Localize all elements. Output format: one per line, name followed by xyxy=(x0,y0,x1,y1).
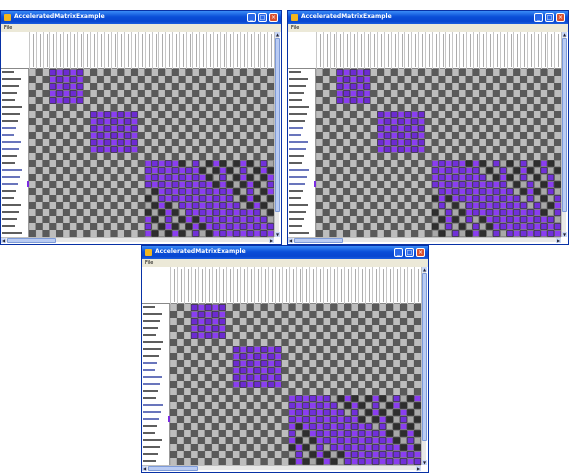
matrix-grid[interactable] xyxy=(29,69,274,237)
row-label[interactable] xyxy=(289,181,315,188)
scroll-down-icon[interactable]: ▼ xyxy=(275,232,280,237)
row-label[interactable] xyxy=(289,118,315,125)
minimize-button[interactable] xyxy=(247,13,256,22)
row-label[interactable] xyxy=(143,430,169,437)
row-label[interactable] xyxy=(143,325,169,332)
close-button[interactable] xyxy=(556,13,565,22)
minimize-icon: _ xyxy=(397,249,400,256)
row-label[interactable] xyxy=(143,332,169,339)
row-label[interactable] xyxy=(2,83,28,90)
title-bar[interactable] xyxy=(1,11,281,24)
row-label[interactable] xyxy=(2,111,28,118)
row-label[interactable] xyxy=(2,69,28,76)
horizontal-scroll-thumb[interactable] xyxy=(148,466,198,471)
maximize-button[interactable] xyxy=(405,248,414,257)
row-label[interactable] xyxy=(289,209,315,216)
horizontal-scrollbar[interactable] xyxy=(288,237,561,242)
window-title: AcceleratedMatrixExample xyxy=(14,13,105,20)
scroll-up-icon[interactable]: ▲ xyxy=(422,267,427,272)
row-label[interactable] xyxy=(143,367,169,374)
app-icon xyxy=(291,14,298,21)
close-button[interactable] xyxy=(416,248,425,257)
header-corner xyxy=(142,267,170,304)
row-label[interactable] xyxy=(289,202,315,209)
horizontal-scroll-thumb[interactable] xyxy=(7,238,56,243)
close-button[interactable] xyxy=(269,13,278,22)
row-label[interactable] xyxy=(2,188,28,195)
row-label[interactable] xyxy=(2,97,28,104)
row-label[interactable] xyxy=(2,118,28,125)
row-label[interactable] xyxy=(2,174,28,181)
row-label[interactable] xyxy=(289,76,315,83)
row-label[interactable] xyxy=(143,360,169,367)
row-label[interactable] xyxy=(2,202,28,209)
menu-bar xyxy=(1,24,281,32)
header-corner xyxy=(1,32,29,69)
maximize-button[interactable] xyxy=(545,13,554,22)
row-label[interactable] xyxy=(143,353,169,360)
matrix-cells xyxy=(316,69,561,237)
maximize-icon: □ xyxy=(259,14,266,21)
row-label[interactable] xyxy=(289,223,315,230)
row-label[interactable] xyxy=(143,346,169,353)
row-label[interactable] xyxy=(289,174,315,181)
matrix-window-3 xyxy=(141,245,429,473)
row-label[interactable] xyxy=(2,223,28,230)
row-label[interactable] xyxy=(143,402,169,409)
row-label[interactable] xyxy=(2,146,28,153)
app-icon xyxy=(145,249,152,256)
menu-file[interactable]: File xyxy=(4,25,13,31)
row-label[interactable] xyxy=(289,160,315,167)
maximize-icon: □ xyxy=(546,14,553,21)
row-label[interactable] xyxy=(143,451,169,458)
matrix-view xyxy=(142,267,428,472)
row-label[interactable] xyxy=(2,132,28,139)
scroll-left-icon[interactable]: ◀ xyxy=(1,238,6,243)
row-label[interactable] xyxy=(289,153,315,160)
header-corner xyxy=(288,32,316,69)
row-label[interactable] xyxy=(289,230,315,237)
horizontal-scrollbar[interactable] xyxy=(142,465,421,470)
minimize-icon: _ xyxy=(537,14,540,21)
row-label[interactable] xyxy=(143,437,169,444)
row-label[interactable] xyxy=(143,318,169,325)
row-label[interactable] xyxy=(289,83,315,90)
vertical-scroll-thumb[interactable] xyxy=(562,38,567,212)
close-icon: × xyxy=(417,249,424,256)
row-label[interactable] xyxy=(143,304,169,311)
matrix-window-2 xyxy=(287,10,569,245)
matrix-view xyxy=(288,32,568,244)
vertical-scrollbar[interactable] xyxy=(274,32,279,237)
menu-bar xyxy=(142,259,428,267)
row-label[interactable] xyxy=(289,69,315,76)
row-label[interactable] xyxy=(2,181,28,188)
vertical-scroll-thumb[interactable] xyxy=(275,38,280,212)
close-icon: × xyxy=(270,14,277,21)
row-label[interactable] xyxy=(143,444,169,451)
menu-file[interactable]: File xyxy=(145,260,154,266)
matrix-grid[interactable] xyxy=(170,304,421,465)
horizontal-scrollbar[interactable] xyxy=(1,237,274,242)
matrix-window-1 xyxy=(0,10,282,245)
row-label[interactable] xyxy=(2,216,28,223)
row-labels xyxy=(288,69,316,237)
window-title: AcceleratedMatrixExample xyxy=(155,248,246,255)
row-label[interactable] xyxy=(143,311,169,318)
scroll-down-icon[interactable]: ▼ xyxy=(422,460,427,465)
row-label[interactable] xyxy=(143,423,169,430)
scroll-down-icon[interactable]: ▼ xyxy=(562,232,567,237)
row-label[interactable] xyxy=(289,97,315,104)
row-label[interactable] xyxy=(289,167,315,174)
matrix-view xyxy=(1,32,281,244)
row-label[interactable] xyxy=(289,132,315,139)
row-label[interactable] xyxy=(2,125,28,132)
row-label[interactable] xyxy=(2,139,28,146)
vertical-scroll-thumb[interactable] xyxy=(422,273,427,441)
column-header xyxy=(316,32,561,69)
app-icon xyxy=(4,14,11,21)
row-label[interactable] xyxy=(289,195,315,202)
row-label[interactable] xyxy=(289,216,315,223)
row-label[interactable] xyxy=(2,76,28,83)
row-label[interactable] xyxy=(2,195,28,202)
scroll-up-icon[interactable]: ▲ xyxy=(562,32,567,37)
close-icon: × xyxy=(557,14,564,21)
window-title: AcceleratedMatrixExample xyxy=(301,13,392,20)
minimize-icon: _ xyxy=(250,14,253,21)
row-label[interactable] xyxy=(289,146,315,153)
row-label[interactable] xyxy=(143,388,169,395)
row-label[interactable] xyxy=(143,409,169,416)
row-label[interactable] xyxy=(143,395,169,402)
row-label[interactable] xyxy=(143,339,169,346)
maximize-icon: □ xyxy=(406,249,413,256)
row-label[interactable] xyxy=(289,104,315,111)
vertical-scrollbar[interactable] xyxy=(561,32,566,237)
row-label[interactable] xyxy=(2,160,28,167)
row-label[interactable] xyxy=(289,188,315,195)
matrix-grid[interactable] xyxy=(316,69,561,237)
column-header xyxy=(29,32,274,69)
horizontal-scroll-thumb[interactable] xyxy=(294,238,343,243)
scroll-left-icon[interactable]: ◀ xyxy=(288,238,293,243)
row-label[interactable] xyxy=(143,458,169,465)
row-label[interactable] xyxy=(2,209,28,216)
row-labels xyxy=(142,304,170,465)
row-label[interactable] xyxy=(2,230,28,237)
scroll-up-icon[interactable]: ▲ xyxy=(275,32,280,37)
row-label[interactable] xyxy=(289,90,315,97)
vertical-scrollbar[interactable] xyxy=(421,267,426,465)
matrix-cells xyxy=(29,69,274,237)
row-label[interactable] xyxy=(2,90,28,97)
scroll-left-icon[interactable]: ◀ xyxy=(142,466,147,471)
menu-bar xyxy=(288,24,568,32)
row-label[interactable] xyxy=(289,111,315,118)
minimize-button[interactable] xyxy=(394,248,403,257)
row-label[interactable] xyxy=(2,153,28,160)
minimize-button[interactable] xyxy=(534,13,543,22)
column-header xyxy=(170,267,421,304)
row-labels xyxy=(1,69,29,237)
row-label[interactable] xyxy=(143,416,169,423)
row-label[interactable] xyxy=(143,381,169,388)
menu-file[interactable]: File xyxy=(291,25,300,31)
maximize-button[interactable] xyxy=(258,13,267,22)
title-bar[interactable] xyxy=(288,11,568,24)
row-label[interactable] xyxy=(2,167,28,174)
scroll-right-icon[interactable]: ▶ xyxy=(269,238,274,243)
row-label[interactable] xyxy=(289,139,315,146)
row-label[interactable] xyxy=(2,104,28,111)
row-label[interactable] xyxy=(289,125,315,132)
row-label[interactable] xyxy=(143,374,169,381)
scroll-right-icon[interactable]: ▶ xyxy=(416,466,421,471)
title-bar[interactable] xyxy=(142,246,428,259)
scroll-right-icon[interactable]: ▶ xyxy=(556,238,561,243)
matrix-cells xyxy=(170,304,421,465)
